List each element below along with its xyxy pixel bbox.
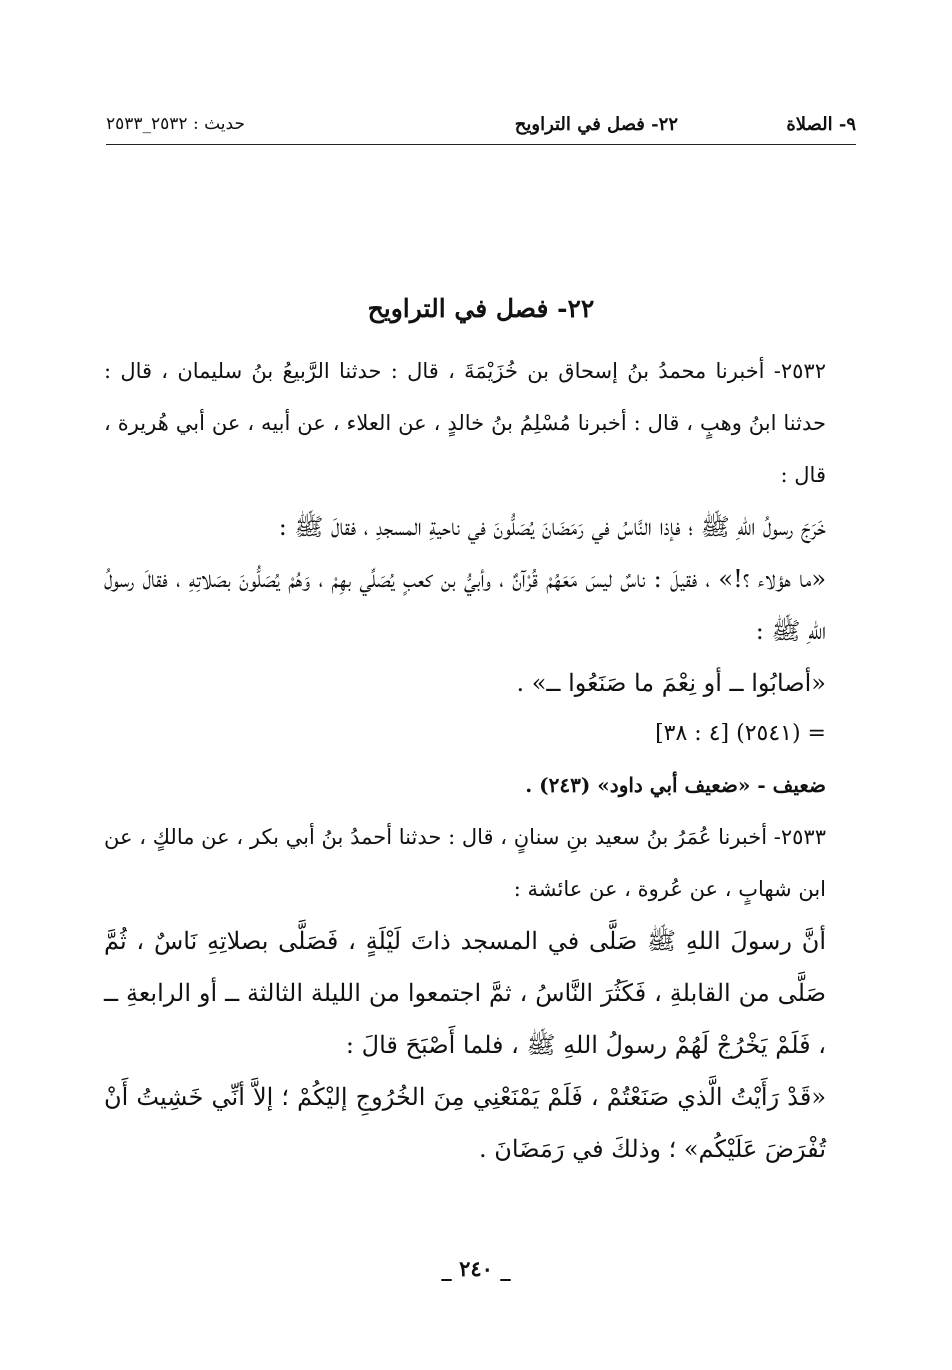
running-head-chapter: ٢٢- فصل في التراويح (514, 114, 678, 135)
hadith-2532-grade: ضعيف - «ضعيف أبي داود» (٢٤٣) . (525, 773, 826, 797)
hadith-2532-matn-1: خَرَجَ رسولُ اللهِ ﷺ ؛ فإذا النَّاسُ في رَمَضَانَ يُصَلُّونَ في ناحيةِ المسجدِ ، فقالَ ﷺ : (278, 513, 826, 541)
chapter-title: ٢٢- فصل في التراويح (367, 294, 595, 323)
hadith-2533-matn-1: أنَّ رسولَ اللهِ ﷺ صَلَّى في المسجد ذاتَ لَيْلَةٍ ، فَصَلَّى بصلاتِهِ نَاسٌ ، ثُمَّ صَلَّى من القابلةِ ، فَكَثُرَ النَّاسُ ، ثمَّ اجتمعوا من الليلة الثالثة ــ أو الرابعةِ ــ ، فَلَمْ يَخْرُجْ لَهُمْ رسولُ اللهِ ﷺ ، فلما أَصْبَحَ قالَ : (104, 927, 826, 1059)
running-head-section: ٩- الصلاة (786, 114, 856, 135)
hadith-2533-isnad: ٢٥٣٣- أخبرنا عُمَرُ بنُ سعيد بنِ سنانٍ ، قال : حدثنا أحمدُ بنُ أبي بكر ، عن مالكٍ ، عن ابن شهابٍ ، عن عُروة ، عن عائشة : (104, 825, 826, 901)
page-body (104, 345, 856, 1175)
page-number: _ ٢٤٠ _ (441, 1256, 511, 1281)
hadith-2532-matn-2: «ما هؤلاء ؟!» ، فقيلَ : ناسٌ ليسَ مَعَهُمْ قُرْآنٌ ، وأبيُّ بن كعبٍ يُصَلِّي بهِمْ ، وَهُمْ يُصَلُّونَ بصَلاتِهِ ، فقالَ رسولُ اللهِ ﷺ : (104, 565, 826, 645)
running-head-hadith-range: حديث : ٢٥٣٢_٢٥٣٣ (106, 114, 245, 134)
hadith-2533-matn-2: «قَدْ رَأَيْتُ الَّذي صَنَعْتُمْ ، فَلَمْ يَمْنَعْنِي مِنَ الخُرُوجِ إليْكُمْ ؛ إلاَّ أنِّي خَشِيتُ أَنْ تُفْرَضَ عَلَيْكُم» ؛ وذلكَ في رَمَضَانَ . (104, 1083, 826, 1163)
running-head (106, 108, 856, 145)
hadith-2532-reference: = (٢٥٤١) [٤ : ٣٨] (655, 721, 826, 746)
hadith-2532-isnad: ٢٥٣٢- أخبرنا محمدُ بنُ إسحاق بن خُزَيْمَةَ ، قال : حدثنا الرَّبيعُ بنُ سليمان ، قال : حدثنا ابنُ وهبٍ ، قال : أخبرنا مُسْلِمُ بنُ خالدٍ ، عن العلاء ، عن أبيه ، عن أبي هُريرة ، قال : (104, 359, 826, 487)
hadith-2532-matn-3: «أصابُوا ــ أو نِعْمَ ما صَنَعُوا ــ» . (516, 669, 826, 697)
